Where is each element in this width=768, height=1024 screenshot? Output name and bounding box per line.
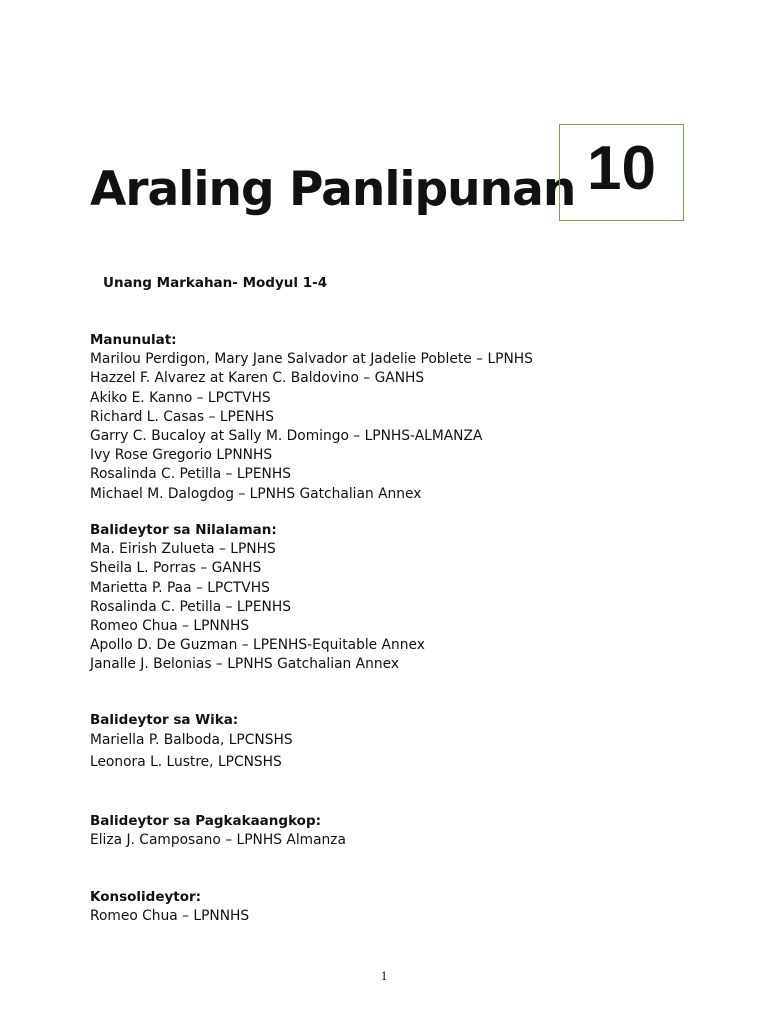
list-item: Janalle J. Belonias – LPNHS Gatchalian Annex xyxy=(90,656,399,673)
grade-number: 10 xyxy=(587,134,656,203)
nilalaman-list xyxy=(90,540,425,674)
grade-box xyxy=(559,124,684,221)
list-item: Leonora L. Lustre, LPCNSHS xyxy=(90,753,282,770)
list-item: Marietta P. Paa – LPCTVHS xyxy=(90,579,270,596)
section-heading: Balideytor sa Pagkakaangkop: xyxy=(90,813,322,829)
section-heading: Balideytor sa Wika: xyxy=(90,712,239,728)
document-title: Araling Panlipunan xyxy=(90,162,576,217)
list-item: Akiko E. Kanno – LPCTVHS xyxy=(90,389,271,406)
list-item: Ma. Eirish Zulueta – LPNHS xyxy=(90,541,276,558)
list-item: Marilou Perdigon, Mary Jane Salvador at Jadelie Poblete – LPNHS xyxy=(90,351,533,368)
list-item: Romeo Chua – LPNNHS xyxy=(90,618,250,635)
manunulat-list xyxy=(90,350,533,504)
list-item: Eliza J. Camposano – LPNHS Almanza xyxy=(90,832,346,849)
list-item: Romeo Chua – LPNNHS xyxy=(90,908,250,925)
list-item: Richard L. Casas – LPENHS xyxy=(90,408,275,425)
page-number: 1 xyxy=(380,968,388,983)
document-subtitle: Unang Markahan- Modyul 1-4 xyxy=(103,275,328,291)
list-item: Rosalinda C. Petilla – LPENHS xyxy=(90,598,291,615)
list-item: Sheila L. Porras – GANHS xyxy=(90,560,262,577)
section-konsolideytor xyxy=(90,888,249,926)
list-item: Rosalinda C. Petilla – LPENHS xyxy=(90,466,291,483)
pagkakaangkop-list xyxy=(90,831,346,850)
konsolideytor-list xyxy=(90,907,249,926)
list-item: Hazzel F. Alvarez at Karen C. Baldovino – GANHS xyxy=(90,370,425,387)
list-item: Garry C. Bucaloy at Sally M. Domingo – LPNHS-ALMANZA xyxy=(90,428,483,445)
section-manunulat xyxy=(90,331,533,504)
section-heading: Konsolideytor: xyxy=(90,889,202,905)
section-nilalaman xyxy=(90,521,425,675)
section-heading: Balideytor sa Nilalaman: xyxy=(90,522,277,538)
list-item: Apollo D. De Guzman – LPENHS-Equitable Annex xyxy=(90,637,425,654)
list-item: Michael M. Dalogdog – LPNHS Gatchalian Annex xyxy=(90,485,422,502)
section-wika xyxy=(90,711,293,773)
list-item: Mariella P. Balboda, LPCNSHS xyxy=(90,732,293,749)
section-heading: Manunulat: xyxy=(90,332,177,348)
section-pagkakaangkop xyxy=(90,812,346,850)
list-item: Ivy Rose Gregorio LPNNHS xyxy=(90,447,273,464)
wika-list xyxy=(90,730,293,773)
